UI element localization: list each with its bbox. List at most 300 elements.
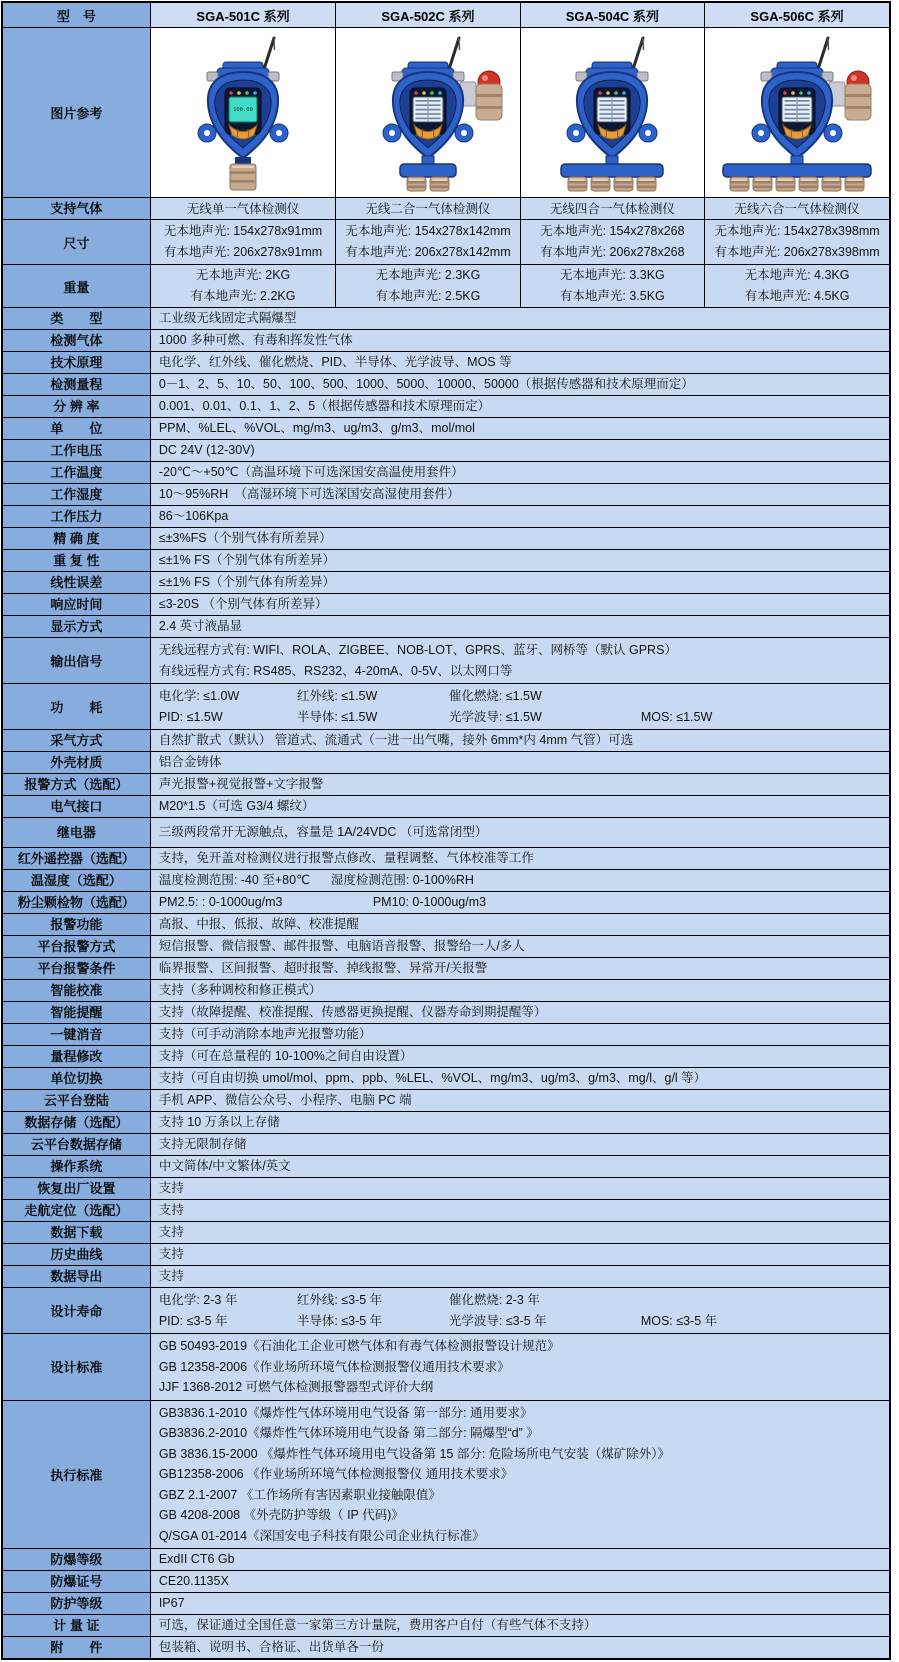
spec-row: [2, 1112, 890, 1134]
spec-row-label: [2, 308, 150, 330]
value-text: Q/SGA 01-2014《深国安电子科技有限公司企业执行标准》: [158, 1528, 485, 1543]
model-header-row: [2, 2, 890, 28]
row-label: 支持气体: [50, 200, 103, 216]
spec-row: [2, 796, 890, 818]
weight-row-cell: [150, 265, 335, 308]
row-label: 平台报警方式: [37, 938, 116, 954]
spec-row-label: [2, 418, 150, 440]
model-name-cell: [520, 2, 704, 28]
spec-row: [2, 396, 890, 418]
cell-line: [523, 221, 702, 242]
value-segment: 催化燃烧: 2-3 年: [448, 1293, 540, 1307]
cell-text: 无本地声光: 154x278x398mm: [714, 224, 880, 238]
value-text: 支持（可在总量程的 10-100%之间自由设置）: [158, 1049, 413, 1064]
spec-row-value: [150, 1068, 890, 1090]
spec-row-label: [2, 616, 150, 638]
cell-text: 有本地声光: 4.5KG: [744, 289, 850, 303]
spec-row: [2, 440, 890, 462]
row-label: 工作湿度: [50, 486, 103, 502]
row-label: 恢复出厂设置: [37, 1180, 116, 1196]
value-text: 包装箱、说明书、合格证、出货单各一份: [158, 1640, 384, 1655]
spec-row-value: [150, 1178, 890, 1200]
supported-gas-cell: [150, 198, 335, 220]
spec-row-value: [150, 1615, 890, 1637]
spec-row-label: [2, 352, 150, 374]
spec-row: [2, 1571, 890, 1593]
value-segment: 半导体: ≤1.5W: [296, 709, 378, 724]
value-line: [159, 1244, 881, 1265]
value-text: GB 3836.15-2000 《爆炸性气体环境用电气设备第 15 部分: 危险场所电气安装（煤矿除外）》: [158, 1446, 671, 1461]
spec-row-label: [2, 330, 150, 352]
dimensions-row-cell: [336, 220, 520, 265]
spec-row: [2, 752, 890, 774]
value-line: [159, 822, 881, 843]
spec-row-label: [2, 1024, 150, 1046]
spec-row: [2, 1046, 890, 1068]
spec-row-label: [2, 1400, 150, 1549]
dimensions-row-cell: [150, 220, 335, 265]
cell-text: 有本地声光: 2.5KG: [375, 289, 481, 303]
value-text: 电化学、红外线、催化燃烧、PID、半导体、光学波导、MOS 等: [158, 355, 512, 370]
spec-row: [2, 594, 890, 616]
spec-row-value: [150, 730, 890, 752]
value-line: [159, 848, 881, 869]
spec-row: [2, 936, 890, 958]
value-line: [159, 686, 881, 707]
spec-row: [2, 848, 890, 870]
supported-gas-cell: [520, 198, 704, 220]
row-label: 平台报警条件: [37, 960, 116, 976]
spec-row: [2, 914, 890, 936]
spec-row-value: [150, 774, 890, 796]
cell-text: 有本地声光: 206x278x91mm: [163, 245, 323, 259]
row-label: 外壳材质: [50, 754, 103, 770]
value-line: [159, 980, 881, 1001]
value-segment: 红外线: ≤3-5 年: [296, 1293, 383, 1307]
spec-row-label: [2, 638, 150, 684]
cell-text: 有本地声光: 3.5KG: [559, 289, 665, 303]
spec-row-label: [2, 980, 150, 1002]
spec-row: [2, 308, 890, 330]
spec-row-value: [150, 892, 890, 914]
spec-row-label: [2, 1200, 150, 1222]
spec-row: [2, 1090, 890, 1112]
cell-line: [523, 286, 702, 307]
row-label: 粉尘颗检物（选配）: [17, 894, 135, 910]
spec-row-value: [150, 1002, 890, 1024]
value-text: 支持: [158, 1225, 184, 1240]
product-image-cell: [336, 28, 520, 198]
spec-row: [2, 616, 890, 638]
spec-row-value: [150, 1571, 890, 1593]
cell-text: 无本地声光: 154x278x91mm: [163, 224, 323, 238]
row-label: 智能提醒: [50, 1004, 103, 1020]
value-segment: PID: ≤1.5W: [158, 709, 223, 724]
value-text: 86～106Kpa: [158, 509, 229, 524]
value-text: 支持（可手动消除本地声光报警功能）: [158, 1027, 372, 1042]
value-text: 有线远程方式有: RS485、RS232、4-20mA、0-5V、以太网口等: [158, 663, 513, 678]
spec-row: [2, 1244, 890, 1266]
spec-row-label: [2, 550, 150, 572]
value-line: [159, 1156, 881, 1177]
model-name: SGA-502C 系列: [381, 8, 475, 24]
svg-text:100.00: 100.00: [233, 107, 253, 113]
spec-row-value: [150, 1334, 890, 1401]
value-text: GB12358-2006 《作业场所环境气体检测报警仪 通用技术要求》: [158, 1467, 514, 1481]
support-row-label: [2, 198, 150, 220]
value-line: [159, 550, 881, 571]
value-line: [159, 730, 881, 751]
spec-row-label: [2, 1134, 150, 1156]
spec-row-label: [2, 818, 150, 848]
gas-detector-spec-table: [1, 1, 891, 1660]
row-label: 红外遥控器（选配）: [17, 850, 135, 866]
value-line: [159, 506, 881, 527]
value-segment: 半导体: ≤3-5 年: [296, 1313, 383, 1328]
row-label: 技术原理: [50, 354, 103, 370]
spec-row-value: [150, 1549, 890, 1571]
model-name-cell: [705, 2, 890, 28]
value-line: [159, 1464, 881, 1485]
spec-row: [2, 730, 890, 752]
value-text: GB 50493-2019《石油化工企业可燃气体和有毒气体检测报警设计规范》: [158, 1339, 560, 1353]
cell-text: 无线六合一气体检测仪: [734, 201, 860, 216]
value-segment: PM2.5: : 0-1000ug/m3: [158, 895, 283, 910]
spec-row-label: [2, 1046, 150, 1068]
spec-row-label: [2, 484, 150, 506]
value-text: IP67: [158, 1596, 185, 1611]
value-line: [159, 752, 881, 773]
spec-row-value: [150, 462, 890, 484]
spec-row: [2, 1200, 890, 1222]
spec-row-label: [2, 1615, 150, 1637]
row-label: 一键消音: [50, 1026, 103, 1042]
spec-row-label: [2, 396, 150, 418]
value-segment: MOS: ≤1.5W: [640, 709, 713, 724]
cell-text: 无本地声光: 3.3KG: [559, 268, 665, 282]
value-text: 高报、中报、低报、故障、校准提醒: [158, 917, 359, 932]
spec-row: [2, 550, 890, 572]
row-label: 防爆等级: [50, 1551, 103, 1567]
value-line: [159, 707, 881, 728]
spec-row-label: [2, 440, 150, 462]
spec-row-label: [2, 1334, 150, 1401]
value-text: 支持: [158, 1181, 184, 1196]
spec-row: [2, 870, 890, 892]
value-text: 支持（故障提醒、校准提醒、传感器更换提醒、仪器寿命到期提醒等）: [158, 1005, 547, 1020]
spec-row: [2, 506, 890, 528]
value-line: [159, 1423, 881, 1444]
cell-line: [338, 221, 517, 242]
cell-text: 无本地声光: 2KG: [195, 268, 291, 282]
row-label: 温湿度（选配）: [30, 872, 122, 888]
cell-text: 有本地声光: 206x278x398mm: [714, 245, 880, 259]
row-label: 工作压力: [50, 508, 103, 524]
value-line: [159, 1200, 881, 1221]
value-line: [159, 1290, 881, 1311]
spec-row-label: [2, 1637, 150, 1660]
spec-row-value: [150, 418, 890, 440]
row-label: 云平台登陆: [43, 1092, 109, 1108]
spec-row-label: [2, 1068, 150, 1090]
row-label: 附 件: [50, 1639, 103, 1655]
value-segment: 湿度检测范围: 0-100%RH: [330, 873, 474, 888]
value-line: [159, 936, 881, 957]
model-name-cell: [336, 2, 520, 28]
dimensions-row: [2, 220, 890, 265]
value-line: [159, 640, 881, 661]
row-label: 重量: [63, 279, 90, 295]
spec-row-value: [150, 528, 890, 550]
value-segment: 温度检测范围: -40 至+80℃: [158, 873, 311, 888]
value-text: GB3836.2-2010《爆炸性气体环境用电气设备 第二部分: 隔爆型“d” 》: [158, 1426, 539, 1440]
value-line: [159, 1526, 881, 1547]
row-label: 尺寸: [63, 235, 90, 251]
spec-row-value: [150, 1156, 890, 1178]
spec-row: [2, 818, 890, 848]
value-line: [159, 1112, 881, 1133]
value-text: 0.001、0.01、0.1、1、2、5（根据传感器和技术原理而定）: [158, 399, 491, 414]
value-text: 1000 多种可燃、有毒和挥发性气体: [158, 333, 353, 348]
cell-line: [523, 265, 702, 286]
value-line: [159, 1549, 881, 1570]
spec-row: [2, 1024, 890, 1046]
spec-row: [2, 462, 890, 484]
value-text: 支持: [158, 1203, 184, 1218]
cell-line: [153, 242, 333, 263]
cell-line: [707, 221, 887, 242]
row-label: 分 辨 率: [53, 398, 100, 414]
page-title: 型 号: [56, 8, 96, 24]
value-segment: 催化燃烧: ≤1.5W: [448, 689, 542, 703]
spec-row-label: [2, 892, 150, 914]
spec-row-label: [2, 572, 150, 594]
row-label: 显示方式: [50, 618, 103, 634]
value-line: [159, 594, 881, 615]
row-label: 电气接口: [50, 798, 103, 814]
supported-gas-cell: [336, 198, 520, 220]
spec-row-value: [150, 330, 890, 352]
spec-row-value: [150, 396, 890, 418]
spec-row-value: [150, 1024, 890, 1046]
value-text: ≤±3%FS（个别气体有所差异）: [158, 531, 332, 546]
row-label: 防爆证号: [50, 1573, 103, 1589]
value-text: 支持: [158, 1247, 184, 1262]
spec-row-value: [150, 936, 890, 958]
value-line: [159, 1637, 881, 1658]
model-header-label: [2, 2, 150, 28]
value-text: 无线远程方式有: WIFI、ROLA、ZIGBEE、NOB-LOT、GPRS、蓝牙、网桥等（默认 GPRS）: [158, 643, 677, 657]
value-text: ≤±1% FS（个别气体有所差异）: [158, 553, 336, 568]
spec-row-label: [2, 958, 150, 980]
value-line: [159, 1377, 881, 1398]
value-text: GB3836.1-2010《爆炸性气体环境用电气设备 第一部分: 通用要求》: [158, 1405, 533, 1420]
spec-row: [2, 1400, 890, 1549]
row-label: 防护等级: [50, 1595, 103, 1611]
cell-line: [338, 286, 517, 307]
row-label: 历史曲线: [50, 1246, 103, 1262]
dimensions-row-cell: [705, 220, 890, 265]
value-text: 支持: [158, 1269, 184, 1284]
row-label: 图片参考: [50, 106, 103, 121]
value-line: [159, 352, 881, 373]
spec-row-value: [150, 572, 890, 594]
spec-row-value: [150, 752, 890, 774]
supported-gas-cell: [705, 198, 890, 220]
spec-row-value: [150, 796, 890, 818]
spec-row-label: [2, 1222, 150, 1244]
spec-row-value: [150, 818, 890, 848]
model-name: SGA-506C 系列: [750, 8, 844, 24]
value-line: [159, 661, 881, 682]
value-line: [159, 1357, 881, 1378]
spec-row-value: [150, 1400, 890, 1549]
spec-row: [2, 374, 890, 396]
spec-row: [2, 1549, 890, 1571]
model-name: SGA-501C 系列: [196, 8, 290, 24]
value-text: 0－1、2、5、10、50、100、500、1000、5000、10000、50000（根据传感器和技术原理而定）: [158, 377, 694, 392]
row-label: 云平台数据存储: [30, 1136, 122, 1152]
spec-row-label: [2, 730, 150, 752]
value-text: 短信报警、微信报警、邮件报警、电脑语音报警、报警给一人/多人: [158, 939, 525, 954]
row-label: 工作电压: [50, 442, 103, 458]
spec-row: [2, 572, 890, 594]
value-line: [159, 440, 881, 461]
spec-row-value: [150, 1222, 890, 1244]
value-line: [159, 914, 881, 935]
value-text: 2.4 英寸液晶显: [158, 619, 243, 634]
value-line: [159, 1615, 881, 1636]
spec-row-value: [150, 958, 890, 980]
weight-row: [2, 265, 890, 308]
value-segment: 电化学: 2-3 年: [158, 1293, 238, 1307]
spec-row: [2, 638, 890, 684]
spec-row: [2, 1266, 890, 1288]
value-line: [159, 528, 881, 549]
value-text: 临界报警、区间报警、超时报警、掉线报警、异常开/关报警: [158, 961, 488, 976]
spec-row: [2, 1134, 890, 1156]
cell-line: [338, 265, 517, 286]
cell-text: 无本地声光: 2.3KG: [375, 268, 481, 282]
weight-row-cell: [705, 265, 890, 308]
image-reference-row: [2, 28, 890, 198]
row-label: 计 量 证: [53, 1617, 100, 1633]
value-line: [159, 796, 881, 817]
row-label: 单位切换: [50, 1070, 103, 1086]
row-label: 线性误差: [50, 574, 103, 590]
product-image-cell: [520, 28, 704, 198]
value-line: [159, 418, 881, 439]
value-line: [159, 1311, 881, 1332]
value-text: M20*1.5（可选 G3/4 螺纹）: [158, 799, 315, 814]
value-text: 支持（多种调校和修正模式）: [158, 983, 322, 998]
image-row-label: [2, 28, 150, 198]
spec-row-value: [150, 352, 890, 374]
value-text: 声光报警+视觉报警+文字报警: [158, 777, 324, 792]
value-line: [159, 1403, 881, 1424]
value-text: 可选，保证通过全国任意一家第三方计量院，费用客户自付（有些气体不支持）: [158, 1618, 597, 1633]
weight-row-cell: [520, 265, 704, 308]
value-text: CE20.1135X: [158, 1574, 229, 1589]
value-text: 自然扩散式（默认） 管道式、流通式（一进一出气嘴，接外 6mm*内 4mm 气管）可选: [158, 733, 634, 748]
spec-row-value: [150, 594, 890, 616]
value-line: [159, 1266, 881, 1287]
value-text: 支持，免开盖对检测仪进行报警点修改、量程调整、气体校准等工作: [158, 851, 534, 866]
value-line: [159, 484, 881, 505]
value-line: [159, 462, 881, 483]
value-text: 10～95%RH （高湿环境下可选深国安高湿使用套件）: [158, 487, 460, 502]
cell-line: [338, 242, 517, 263]
spec-row-value: [150, 1046, 890, 1068]
spec-row: [2, 484, 890, 506]
spec-row-value: [150, 374, 890, 396]
value-segment: 红外线: ≤1.5W: [296, 689, 378, 703]
supported-gas-row: [2, 198, 890, 220]
value-text: -20℃～+50℃（高温环境下可选深国安高温使用套件）: [158, 465, 464, 480]
spec-row-label: [2, 1288, 150, 1334]
value-line: [159, 1134, 881, 1155]
cell-line: [153, 265, 333, 286]
value-text: GB 12358-2006《作业场所环境气体检测报警仪通用技术要求》: [158, 1359, 510, 1374]
value-segment: PID: ≤3-5 年: [158, 1313, 228, 1328]
value-text: 工业级无线固定式隔爆型: [158, 311, 297, 326]
cell-text: 无本地声光: 4.3KG: [744, 268, 850, 282]
value-line: [159, 870, 881, 891]
value-line: [159, 374, 881, 395]
value-text: GB 4208-2008 《外壳防护等级（ IP 代码)》: [158, 1508, 404, 1522]
spec-row-value: [150, 550, 890, 572]
value-line: [159, 958, 881, 979]
spec-row-value: [150, 1112, 890, 1134]
row-label: 量程修改: [50, 1048, 103, 1064]
spec-row: [2, 892, 890, 914]
spec-row-value: [150, 914, 890, 936]
value-text: 支持无限制存储: [158, 1137, 247, 1152]
spec-row: [2, 1068, 890, 1090]
value-segment: 电化学: ≤1.0W: [158, 689, 240, 703]
product-image-1: [151, 28, 335, 197]
spec-row-label: [2, 870, 150, 892]
spec-row-value: [150, 484, 890, 506]
spec-row-label: [2, 774, 150, 796]
spec-row-label: [2, 1244, 150, 1266]
value-line: [159, 616, 881, 637]
spec-row-label: [2, 1090, 150, 1112]
cell-text: 无线二合一气体检测仪: [365, 201, 491, 216]
spec-row-value: [150, 980, 890, 1002]
spec-row-label: [2, 1571, 150, 1593]
row-label: 数据导出: [50, 1268, 103, 1284]
dimensions-row-label: [2, 220, 150, 265]
spec-row-label: [2, 1002, 150, 1024]
spec-row-label: [2, 796, 150, 818]
row-label: 继电器: [56, 824, 96, 840]
value-line: [159, 1002, 881, 1023]
value-line: [159, 308, 881, 329]
row-label: 单 位: [50, 420, 103, 436]
spec-row-label: [2, 848, 150, 870]
product-image-2: [336, 28, 519, 197]
row-label: 操作系统: [50, 1158, 103, 1174]
row-label: 工作温度: [50, 464, 103, 480]
row-label: 响应时间: [50, 596, 103, 612]
value-line: [159, 1024, 881, 1045]
model-name: SGA-504C 系列: [565, 8, 659, 24]
value-line: [159, 396, 881, 417]
spec-row-value: [150, 616, 890, 638]
row-label: 执行标准: [50, 1467, 103, 1483]
value-line: [159, 1068, 881, 1089]
